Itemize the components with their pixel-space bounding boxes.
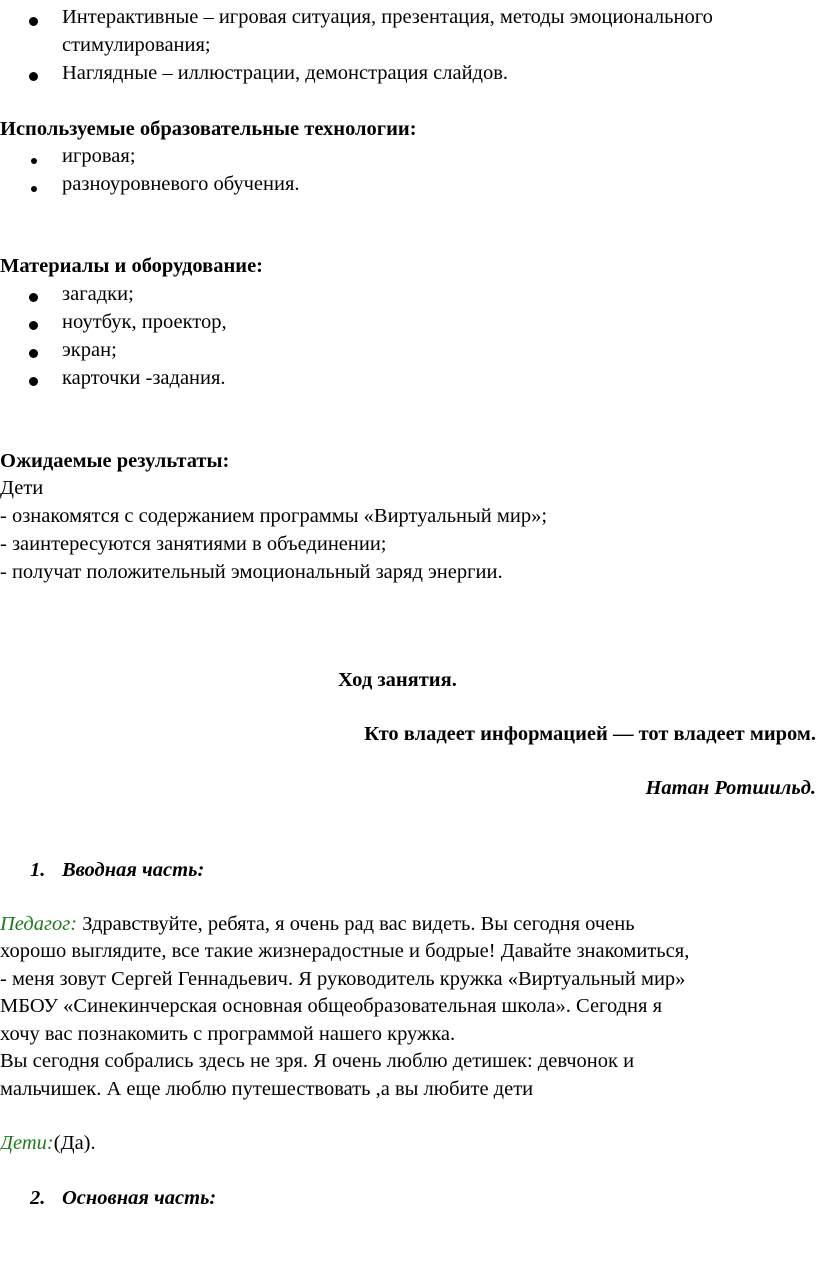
children-label: Дети: — [0, 1132, 54, 1154]
method-interactive-line2: стимулирования; — [62, 34, 211, 56]
epigraph-author: Натан Ротшильд. — [645, 777, 816, 799]
results-heading: Ожидаемые результаты: — [0, 450, 230, 472]
method-visual: Наглядные – иллюстрации, демонстрация слайдов. — [62, 62, 509, 84]
bullet-icon — [29, 62, 38, 88]
results-line: - получат положительный эмоциональный заряд энергии. — [0, 561, 503, 583]
technology-item: игровая; — [62, 145, 136, 167]
teacher-label: Педагог: — [0, 913, 78, 935]
part2-number: 2. — [30, 1187, 46, 1209]
method-interactive-line1: Интерактивные – игровая ситуация, презентация, методы эмоционального — [62, 6, 713, 28]
teacher-text: МБОУ «Синекинчерская основная общеобразовательная школа». Сегодня я — [0, 995, 662, 1017]
part2-title: Основная часть: — [62, 1187, 217, 1209]
part1-title: Вводная часть: — [62, 859, 205, 881]
teacher-text: мальчишек. А еще люблю путешествовать ,а вы любите дети — [0, 1078, 534, 1100]
teacher-text: - меня зовут Сергей Геннадьевич. Я руководитель кружка «Виртуальный мир» — [0, 968, 686, 990]
teacher-text: хочу вас познакомить с программой нашего кружка. — [0, 1023, 456, 1045]
teacher-text: Вы сегодня собрались здесь не зря. Я очень люблю детишек: девчонок и — [0, 1050, 635, 1072]
material-item: загадки; — [62, 283, 134, 305]
lesson-title: Ход занятия. — [338, 669, 457, 691]
bullet-icon — [29, 339, 38, 365]
bullet-icon — [29, 311, 38, 337]
teacher-text: хорошо выглядите, все такие жизнерадостные и бодрые! Давайте знакомиться, — [0, 940, 690, 962]
material-item: карточки -задания. — [62, 367, 226, 389]
part1-number: 1. — [30, 859, 46, 881]
teacher-line — [0, 911, 635, 937]
technologies-heading: Используемые образовательные технологии: — [0, 118, 417, 140]
materials-heading: Материалы и оборудование: — [0, 255, 263, 277]
bullet-icon — [29, 367, 38, 393]
results-line: Дети — [0, 477, 44, 499]
bullet-icon — [31, 173, 37, 199]
technology-item: разноуровневого обучения. — [62, 173, 300, 195]
material-item: ноутбук, проектор, — [62, 311, 227, 333]
bullet-icon — [31, 145, 37, 171]
children-line — [0, 1130, 96, 1156]
children-reply: (Да). — [53, 1132, 96, 1154]
material-item: экран; — [62, 339, 117, 361]
results-line: - заинтересуются занятиями в объединении; — [0, 533, 387, 555]
teacher-text: Здравствуйте, ребята, я очень рад вас видеть. Вы сегодня очень — [82, 913, 635, 935]
epigraph: Кто владеет информацией — тот владеет миром. — [364, 723, 816, 745]
bullet-icon — [29, 283, 38, 309]
bullet-icon — [29, 7, 38, 33]
results-line: - ознакомятся с содержанием программы «Виртуальный мир»; — [0, 505, 548, 527]
